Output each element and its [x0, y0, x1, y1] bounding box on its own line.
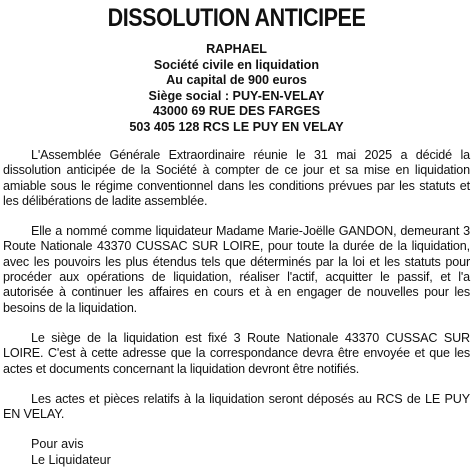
paragraph-liquidator: Elle a nommé comme liquidateur Madame Marie-Joëlle GANDON, demeurant 3 Route Nationale 43370 CUSSAC SUR LOIRE, pour toute la durée de la liquidation, avec les pouvoirs les plus étendus tels que déterminés par la loi et les statuts pour procéder aux opérations de liquidation, réaliser l'actif, acquitter le passif, et l'a autorisée à continuer les affaires en cours et à en engager de nouvelles pour les besoins de la liquidation. — [3, 224, 470, 315]
company-form: Société civile en liquidation — [153, 57, 320, 72]
company-capital: Au capital de 900 euros — [166, 73, 307, 87]
company-name: RAPHAEL — [206, 42, 267, 56]
signature-liquidator: Le Liquidateur — [31, 452, 111, 467]
signature-block — [3, 437, 470, 468]
paragraph-seat: Le siège de la liquidation est fixé 3 Route Nationale 43370 CUSSAC SUR LOIRE. C'est à cette adresse que la correspondance devra être envoyée et que les actes et documents concernant la liquidation devront être notifiés. — [3, 330, 470, 376]
signature-for-notice: Pour avis — [31, 437, 84, 452]
paragraph-filing: Les actes et pièces relatifs à la liquidation seront déposés au RCS de LE PUY EN VELAY. — [3, 391, 470, 422]
notice-title: DISSOLUTION ANTICIPEE — [107, 4, 366, 32]
company-address: 43000 69 RUE DES FARGES — [152, 104, 321, 118]
company-seat: Siège social : PUY-EN-VELAY — [148, 88, 325, 103]
paragraph-dissolution: L'Assemblée Générale Extraordinaire réunie le 31 mai 2025 a décidé la dissolution anticipée de la Société à compter de ce jour et sa mise en liquidation amiable sous le régime conventionnel dans les conditions prévues par les statuts et les délibérations de ladite assemblée. — [3, 148, 470, 208]
company-registration: 503 405 128 RCS LE PUY EN VELAY — [129, 119, 344, 134]
company-header — [3, 42, 470, 135]
